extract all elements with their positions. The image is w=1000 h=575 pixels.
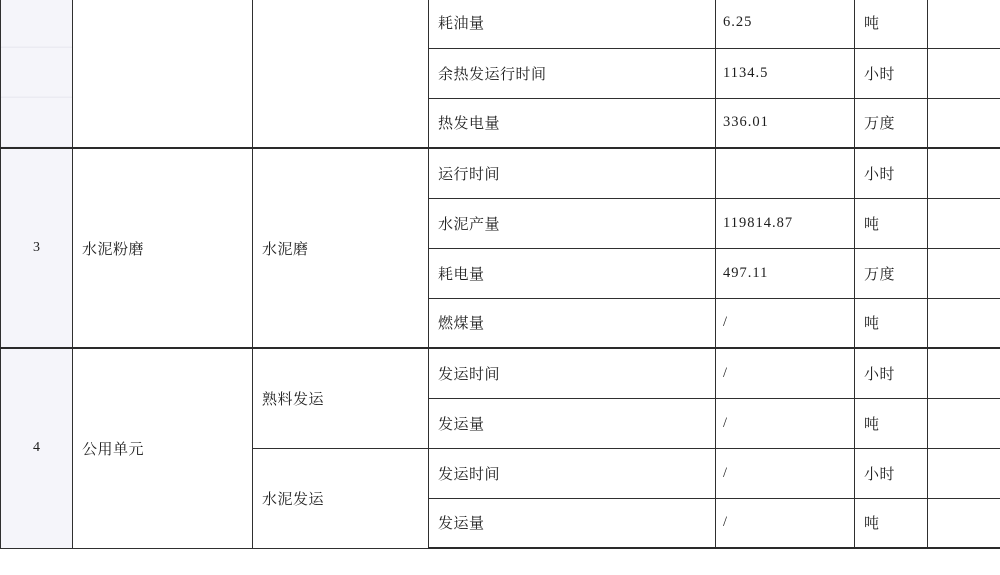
- unit-cell: 吨: [855, 0, 928, 48]
- metric-cell: 耗电量: [429, 248, 716, 298]
- subunit-cell: [253, 0, 429, 148]
- table-row: [1, 348, 1000, 398]
- extra-cell: [928, 348, 1000, 398]
- unit-cell: 吨: [855, 498, 928, 548]
- value-cell: 119814.87: [716, 198, 855, 248]
- unit-cell: 吨: [855, 198, 928, 248]
- metric-cell: 运行时间: [429, 148, 716, 198]
- extra-cell: [928, 298, 1000, 348]
- extra-cell: [928, 248, 1000, 298]
- extra-cell: [928, 98, 1000, 148]
- index-cell: 3: [1, 148, 73, 348]
- metric-cell: 发运量: [429, 398, 716, 448]
- metric-cell: 水泥产量: [429, 198, 716, 248]
- metric-cell: 燃煤量: [429, 298, 716, 348]
- index-cell: 4: [1, 348, 73, 548]
- extra-cell: [928, 198, 1000, 248]
- unit-cell: 吨: [855, 298, 928, 348]
- metric-cell: 发运时间: [429, 348, 716, 398]
- category-cell: 公用单元: [73, 348, 253, 548]
- value-cell: /: [716, 398, 855, 448]
- extra-cell: [928, 148, 1000, 198]
- value-cell: /: [716, 348, 855, 398]
- metric-cell: 耗油量: [429, 0, 716, 48]
- value-cell: 336.01: [716, 98, 855, 148]
- unit-cell: 吨: [855, 398, 928, 448]
- value-cell: 497.11: [716, 248, 855, 298]
- subunit-cell: 水泥磨: [253, 148, 429, 348]
- unit-cell: 万度: [855, 248, 928, 298]
- extra-cell: [928, 448, 1000, 498]
- subunit-cell: 熟料发运: [253, 348, 429, 448]
- unit-cell: 小时: [855, 348, 928, 398]
- index-cell: [1, 0, 73, 148]
- unit-cell: 小时: [855, 148, 928, 198]
- value-cell: 6.25: [716, 0, 855, 48]
- metric-cell: 发运量: [429, 498, 716, 548]
- value-cell: /: [716, 498, 855, 548]
- unit-cell: 小时: [855, 48, 928, 98]
- metric-cell: 发运时间: [429, 448, 716, 498]
- category-cell: 水泥粉磨: [73, 148, 253, 348]
- extra-cell: [928, 48, 1000, 98]
- subunit-cell: 水泥发运: [253, 448, 429, 548]
- table-row: [1, 0, 1000, 48]
- extra-cell: [928, 0, 1000, 48]
- value-cell: /: [716, 448, 855, 498]
- unit-cell: 万度: [855, 98, 928, 148]
- table-row: [1, 148, 1000, 198]
- unit-cell: 小时: [855, 448, 928, 498]
- value-cell: /: [716, 298, 855, 348]
- value-cell: 1134.5: [716, 48, 855, 98]
- extra-cell: [928, 498, 1000, 548]
- metric-cell: 热发电量: [429, 98, 716, 148]
- category-cell: [73, 0, 253, 148]
- extra-cell: [928, 398, 1000, 448]
- metric-cell: 余热发运行时间: [429, 48, 716, 98]
- value-cell: [716, 148, 855, 198]
